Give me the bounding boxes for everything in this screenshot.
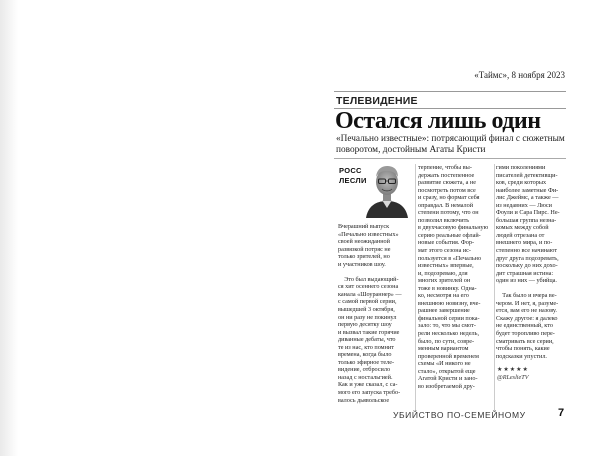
subhead-line-2: поворотом, достойным Агаты Кристи bbox=[336, 145, 486, 155]
rule-under-subhead bbox=[334, 158, 566, 159]
article-subhead bbox=[336, 134, 572, 156]
byline-first-name: РОСС bbox=[339, 166, 362, 175]
author-byline bbox=[339, 166, 367, 186]
article-column-3: гими поколениями писателей детективщи- ков, среди которых наиболее заметные Фи- лис Джеймс, а также — из недавних — Люси Фоули и Сара Пирс. Не- большая группа незна- комых между собой людей отрезана от внешнего мира, и по- степенно все начинают друг друга подозревать, поскольку до них дохо- дит страшная истина: один из них — убийца. Так было и вчера ве- чером. И нет, я, разуме- ется, вам его не назову. Скажу другое: я далеко не единственный, кто будет торопливо пере- сматривать все серии, чтобы понять, какие подсказки упустил. bbox=[496, 164, 560, 360]
author-portrait bbox=[364, 162, 410, 218]
author-handle: @RLeslieTV bbox=[497, 374, 529, 381]
column-divider-1 bbox=[415, 164, 416, 412]
page-number: 7 bbox=[558, 407, 565, 419]
rule-top bbox=[334, 91, 566, 92]
newspaper-dateline: «Таймс», 8 ноября 2023 bbox=[474, 70, 565, 80]
page-gutter-shadow bbox=[0, 0, 18, 456]
column-divider-2 bbox=[494, 164, 495, 412]
running-footer-title: УБИЙСТВО ПО-СЕМЕЙНОМУ bbox=[393, 410, 526, 420]
subhead-line-1: «Печально известные»: потрясающий финал с сюжетным bbox=[336, 134, 565, 144]
article-column-1: Вчерашний выпуск «Печально известных» своей неожиданной развязкой потряс не только зрителей, но и участников шоу. Это был выдающий- ся хит осеннего сезона канала «Шоураннер» — с самой первой серии, вышедшей 3 октября, он ни разу не покинул первую десятку шоу и вызвал такие горячие диванные дебаты, что те из нас, кто помнит времена, когда было только эфирное теле- видение, отбросило назад с ностальгией. Как и уже сказал, с са- мого его запуска требо- валось дьявольское bbox=[338, 223, 402, 404]
article-column-2: терпение, чтобы вы- держать постепенное развитие сюжета, а не посмотреть потом все и сразу, но формат себя оправдал. В немалой степени потому, что он позволил включить в двухчасовую финальную серию реальные офлай- новые события. Фор- мат этого сезона ис- пользуется в «Печально известных» впервые, и, подозреваю, для многих зрителей он тоже в новинку. Одна- ко, несмотря на его внешнюю новизну, вче- рашнее завершение финальной серии пока- зало: то, что мы смот- рели несколько недель, было, по сути, совре- менным вариантом проверенной временем схемы «И никого не стало», открытой еще Агатой Кристи и зано- во изобретаемой дру- bbox=[418, 164, 489, 390]
article-headline: Остался лишь один bbox=[335, 108, 541, 134]
section-label: ТЕЛЕВИДЕНИЕ bbox=[336, 95, 418, 107]
byline-last-name: ЛЕСЛИ bbox=[339, 176, 367, 185]
rating-stars: ★★★★★ bbox=[497, 366, 529, 373]
